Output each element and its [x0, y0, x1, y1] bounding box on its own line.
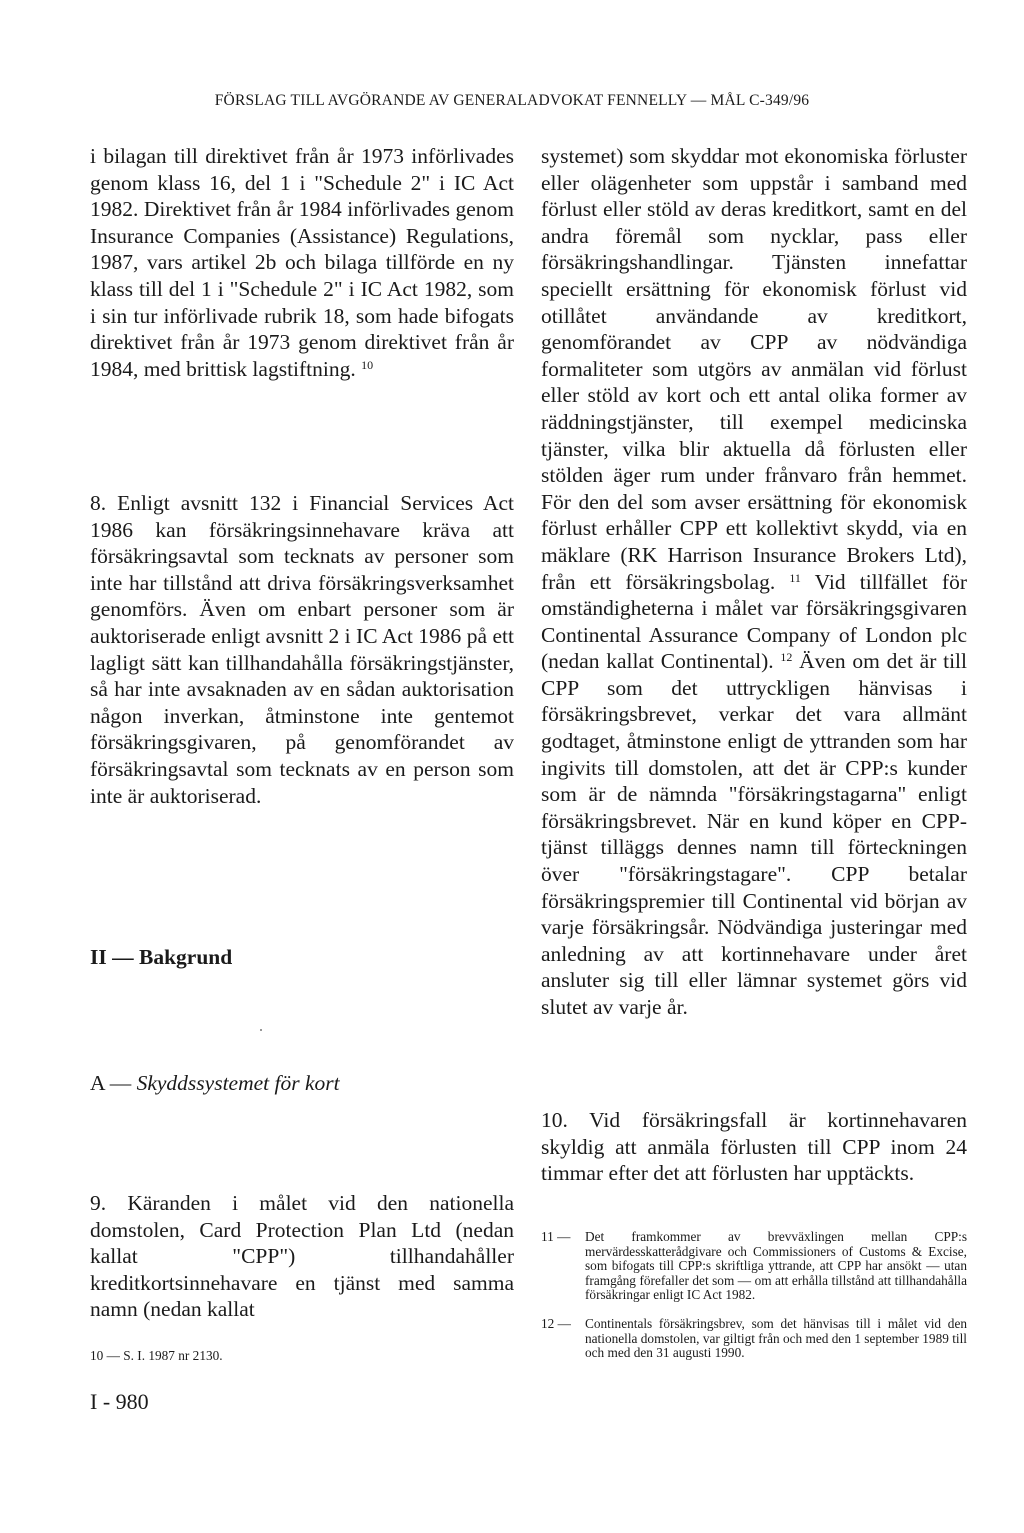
paragraph-9-continued: [541, 143, 967, 1021]
footnote-text: Continentals försäkringsbrev, som det hänvisas till i målet vid den nationella domstolen, var giltigt från och med den 1 september 1989 till och med den 31 augusti 1990.: [585, 1315, 967, 1361]
section-a-prefix: A —: [90, 1071, 137, 1095]
footnote-12: [541, 1317, 967, 1361]
section-heading-a: [90, 1071, 340, 1096]
footnote-10: 10 — S. I. 1987 nr 2130.: [90, 1348, 223, 1363]
footnote-ref-11[interactable]: 11: [789, 570, 801, 585]
paragraph-9: 9. Käranden i målet vid den nationella domstolen, Card Protection Plan Ltd (nedan kallat "CPP") tillhandahåller kreditkortsinnehavare en tjänst med samma namn (nedan kallat: [90, 1191, 514, 1322]
paragraph-10: 10. Vid försäkringsfall är kortinnehavaren skyldig att anmäla förlusten till CPP inom 24 timmar efter det att förlusten har upptäckts.: [541, 1108, 967, 1186]
paragraph-7-continued: [90, 143, 514, 382]
running-header: FÖRSLAG TILL AVGÖRANDE AV GENERALADVOKAT FENNELLY — MÅL C-349/96: [214, 92, 810, 109]
paragraph-text-a: systemet) som skyddar mot ekonomiska förluster eller olägenheter som uppstår i samband med förlust eller stöld av deras kreditkort, samt en del andra föremål som nycklar, pass eller försäkringshandlingar. Tjänsten innefattar speciellt ersättning för ekonomisk förlust vid otillåtet användande av kreditkort, genomförandet av CPP av nödvändiga formaliteter som utgörs av anmälan vid förlust eller stöld av kort och ett antal olika former av räddningstjänster, till exempel medicinska tjänster, vilka blir aktuella då förlusten eller stölden äger rum under frånvaro från hemmet. För den del som avser ersättning för ekonomisk förlust erhåller CPP ett kollektivt skydd, via en mäklare (RK Harrison Insurance Brokers Ltd), från ett försäkringsbolag.: [541, 144, 967, 594]
footnote-ref-10[interactable]: 10: [361, 357, 374, 372]
paragraph-text-c: Även om det är till CPP som det uttryckligen hänvisas i försäkringsbrevet, verkar det vara allmänt godtaget, åtminstone enligt de yttranden som har ingivits till domstolen, att det är CPP:s kunder som är de nämnda "försäkringstagarna" enligt försäkringsbrevet. När en kund köper en CPP-tjänst tilläggs dennes namn till förteckningen över "försäkringstagare". CPP betalar försäkringspremier till Continental vid början av varje försäkringsår. Nödvändiga justeringar med anledning av att kortinnehavare under året ansluter sig till eller lämnar systemet görs vid slutet av varje år.: [541, 649, 968, 1019]
footnote-ref-12[interactable]: 12: [780, 650, 793, 665]
footnote-number: 11 —: [541, 1229, 571, 1244]
footnote-text: Det framkommer av brevväxlingen mellan CPP:s mervärdesskatterådgivare och Commissioners of Customs & Excise, som bifogats till CPP:s skriftliga yttrande, att CPP har ansökt — utan framgång förefaller det som — om att erhålla tillstånd att tillhandahålla försäkringar enligt IC Act 1982.: [585, 1229, 967, 1303]
paragraph-8: 8. Enligt avsnitt 132 i Financial Services Act 1986 kan försäkringsinnehavare kräva att försäkringsavtal som tecknats av personer som inte har tillstånd att driva försäkringsverksamhet genomförs. Även om enbart personer som är auktoriserade enligt avsnitt 2 i IC Act 1986 på ett lagligt sätt kan tillhandahålla försäkringstjänster, så har inte avsaknaden av en sådan auktorisation någon inverkan, åtminstone inte gentemot försäkringsgivaren, på genomförandet av försäkringsavtal som tecknats av en person som inte är auktoriserad.: [90, 491, 514, 808]
paragraph-text: i bilagan till direktivet från år 1973 införlivades genom klass 16, del 1 i "Schedule 2" i IC Act 1982. Direktivet från år 1984 införlivades genom Insurance Companies (Assistance) Regulations, 1987, vars artikel 2b och bilaga tillförde en ny klass till del 1 i "Schedule 2" i IC Act 1982, som i sin tur införlivade rubrik 18, som hade bifogats direktivet från år 1973 genom direktivet från år 1984, med brittisk lagstiftning.: [90, 144, 514, 381]
footnote-11: [541, 1230, 967, 1303]
section-a-title: Skyddssystemet för kort: [136, 1071, 340, 1095]
stray-mark: [260, 1029, 262, 1031]
page-number: I - 980: [90, 1389, 149, 1414]
paragraph-text-b: Vid tillfället för omständigheterna i målet var försäkringsgivaren Continental Assurance Company of London plc (nedan kallat Continental).: [541, 569, 967, 674]
section-heading-ii: II — Bakgrund: [90, 945, 233, 969]
footnote-number: 12 —: [541, 1315, 571, 1331]
footnotes-right: [541, 1230, 967, 1361]
